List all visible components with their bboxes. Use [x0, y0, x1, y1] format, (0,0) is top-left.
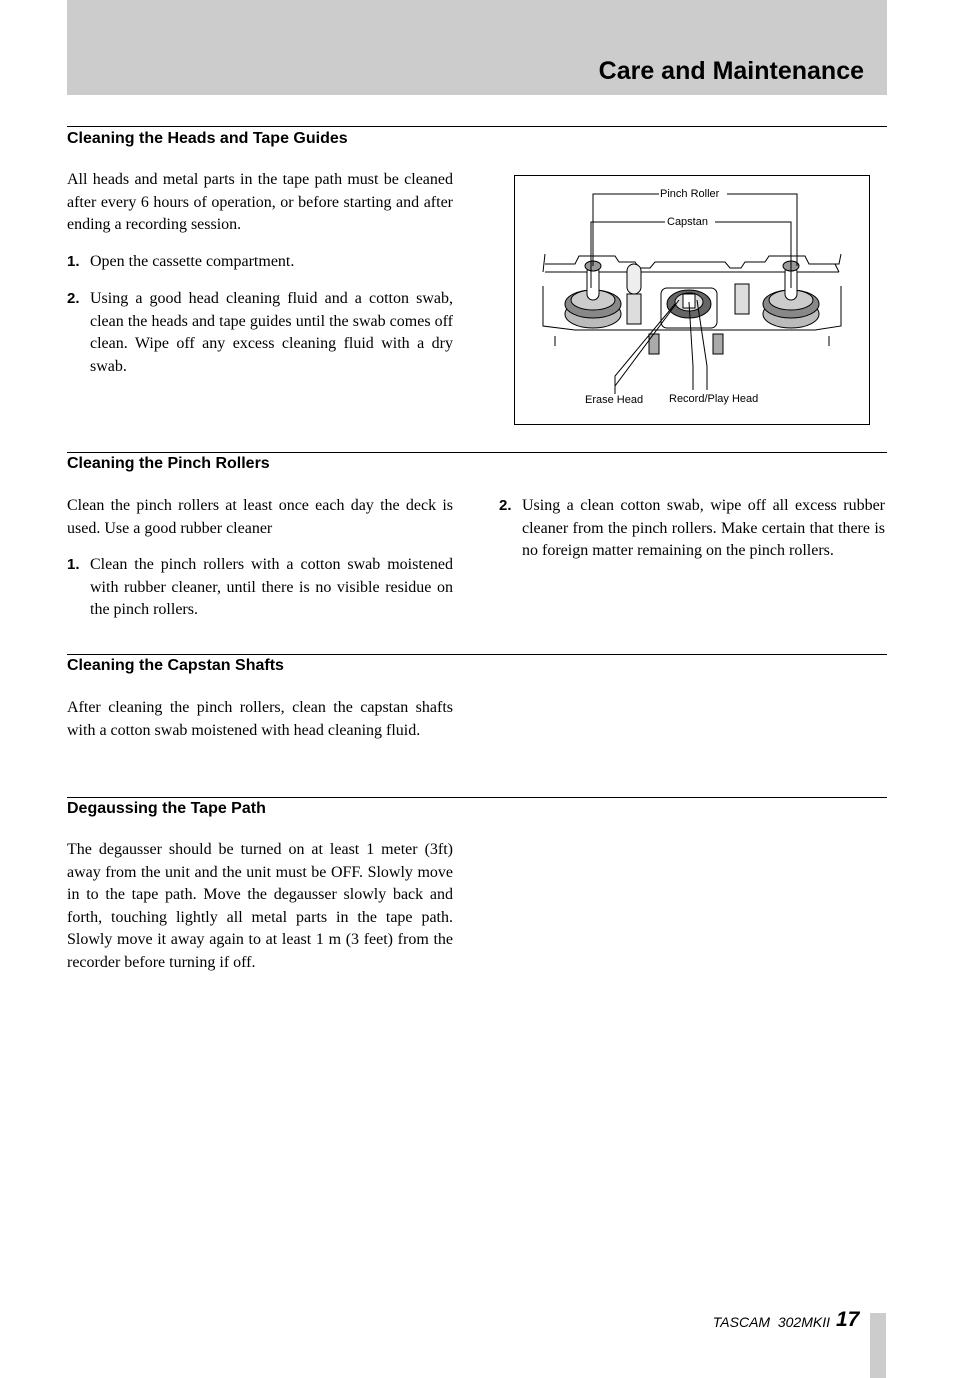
step-text: Using a good head cleaning fluid and a cotton swab, clean the heads and tape guides until the swab comes off clean. Wipe off any excess cleaning fluid with a dry swab. [90, 290, 453, 375]
label-erase-head: Erase Head [585, 394, 644, 406]
degauss-text: The degausser should be turned on at least 1 meter (3ft) away from the unit and the unit must be OFF. Slowly move in to the tape path. Move the degausser slowly back and forth, touching lightly all metal parts in the tape path. Slowly move it away again to at least 1 m (3 feet) from the recorder before turning if off. [67, 841, 453, 971]
label-record-play-head: Record/Play Head [669, 393, 759, 405]
label-capstan: Capstan [667, 216, 708, 228]
step-number: 2. [499, 497, 512, 514]
footer-brand: TASCAM 302MKII [712, 1314, 830, 1330]
step-number: 1. [67, 253, 80, 270]
step-number: 2. [67, 290, 80, 307]
heads-intro: All heads and metal parts in the tape path must be cleaned after every 6 hours of operation, or before starting and after ending a recording session. [67, 171, 453, 233]
section-rule [67, 126, 887, 127]
tape-path-illustration [515, 176, 869, 424]
tape-path-diagram [514, 175, 870, 425]
page-title: Care and Maintenance [598, 57, 864, 85]
heads-step-2 [67, 288, 453, 378]
footer-tab-bar [870, 1313, 886, 1378]
step-number: 1. [67, 556, 80, 573]
step-text: Clean the pinch rollers with a cotton swab moistened with rubber cleaner, until there is no visible residue on the pinch rollers. [90, 556, 453, 618]
header-band [67, 0, 887, 95]
heads-step-1 [67, 251, 453, 274]
pinch-step-2 [499, 495, 885, 563]
pinch-intro: Clean the pinch rollers at least once each day the deck is used. Use a good rubber cleaner [67, 497, 453, 537]
capstan-text: After cleaning the pinch rollers, clean the capstan shafts with a cotton swab moistened with head cleaning fluid. [67, 699, 453, 739]
label-pinch-roller: Pinch Roller [660, 188, 720, 200]
step-text: Open the cassette compartment. [90, 253, 295, 270]
section-rule [67, 452, 887, 453]
section-rule [67, 797, 887, 798]
section-rule [67, 654, 887, 655]
pinch-step-1 [67, 554, 453, 622]
section-title-pinch: Cleaning the Pinch Rollers [67, 455, 270, 472]
step-text: Using a clean cotton swab, wipe off all excess rubber cleaner from the pinch rollers. Make certain that there is no foreign matter remaining on the pinch rollers. [522, 497, 885, 559]
section-title-capstan: Cleaning the Capstan Shafts [67, 657, 284, 674]
section-title-degauss: Degaussing the Tape Path [67, 800, 266, 817]
section-title-heads: Cleaning the Heads and Tape Guides [67, 130, 348, 147]
page-number: 17 [836, 1308, 860, 1331]
